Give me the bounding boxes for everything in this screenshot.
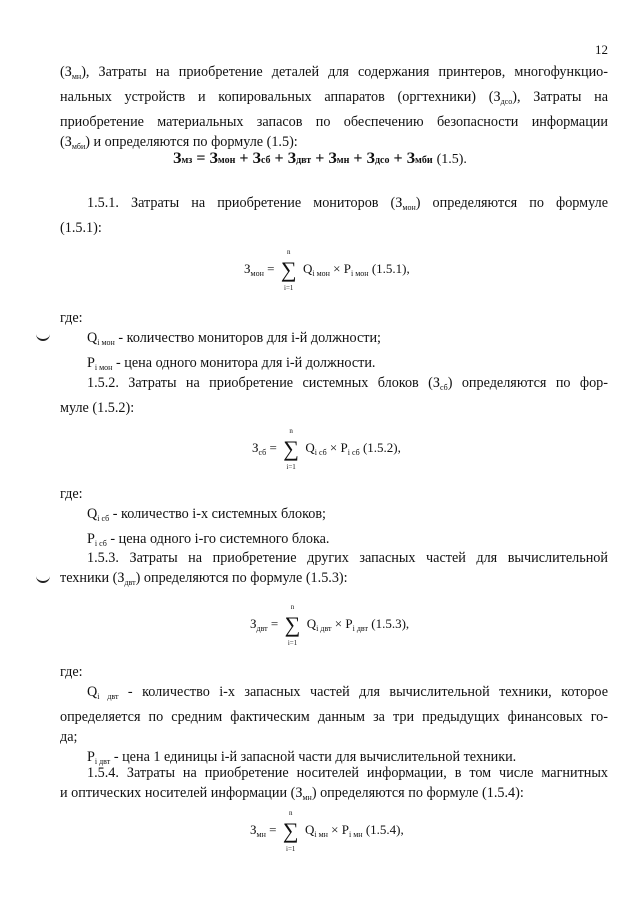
- margin-pen-mark: [36, 333, 50, 341]
- where-label: где:: [60, 310, 83, 326]
- section-1-5-1-defs: [60, 308, 608, 378]
- definition-cont: да;: [60, 729, 78, 745]
- main-formula: Змз = Змон + Зсб + Здвт + Змн + Здсо + Змби (1.5).: [173, 150, 467, 167]
- definition-cont: определяется по средним фактическим данным за три предыдущих финансовых го-: [60, 709, 608, 725]
- intro-line: $(З_{мн})$, Затраты на приобретение деталей для содержания принтеров, многофункцио-: [60, 64, 608, 81]
- section-lead: 1.5.2. Затраты на приобретение системных блоков $(З_{сб})$ определяются по фор-: [87, 375, 608, 392]
- section-1-5-3: [60, 548, 608, 593]
- section-1-5-3-defs: [60, 662, 608, 772]
- section-lead: 1.5.3. Затраты на приобретение других запасных частей для вычислительной: [87, 550, 608, 566]
- section-1-5-2: [60, 373, 608, 418]
- formula-1-5-1: $З_{мон}$ = n ∑ i=1 $Q_{i мон} \times P_{i мон}$ (1.5.1),: [244, 248, 410, 292]
- section-1-5-1: [60, 193, 608, 238]
- page-number: 12: [595, 42, 608, 57]
- section-lead-cont: муле (1.5.2):: [60, 400, 135, 416]
- where-label: где:: [60, 664, 83, 680]
- section-lead-cont: (1.5.1):: [60, 220, 102, 236]
- section-lead-cont: и оптических носителей информации $(З_{мн})$ определяются по формуле (1.5.4):: [60, 785, 524, 802]
- sum-symbol: n ∑ i=1: [280, 248, 297, 292]
- formula-1-5-3: $З_{двт}$ = n ∑ i=1 $Q_{i двт} \times P_{i двт}$ (1.5.3),: [250, 603, 410, 647]
- definition: $P_{i сб}$ - цена одного i-го системного блока.: [87, 531, 330, 548]
- intro-line: приобретение материальных запасов по обеспечению безопасности информации: [60, 114, 608, 130]
- definition: $Q_{i двт}$ - количество i-х запасных частей для вычислительной техники, которое: [87, 684, 608, 701]
- sum-symbol: n ∑ i=1: [282, 809, 299, 853]
- section-lead-cont: техники $(З_{двт})$ определяются по формуле (1.5.3):: [60, 570, 348, 587]
- formula-1-5-2: $З_{сб}$ = n ∑ i=1 $Q_{i сб} \times P_{i сб}$ (1.5.2),: [252, 427, 401, 471]
- definition: $Q_{i сб}$ - количество i-х системных блоков;: [87, 506, 326, 523]
- section-lead: 1.5.1. Затраты на приобретение мониторов $(З_{мон})$ определяются по формуле: [87, 195, 608, 212]
- section-1-5-2-defs: [60, 484, 608, 554]
- intro-line: нальных устройств и копировальных аппаратов (оргтехники) $(З_{дсо})$, Затраты на: [60, 89, 608, 106]
- definition: $Q_{i мон}$ - количество мониторов для i-й должности;: [87, 330, 381, 347]
- formula-1-5-4: $З_{мн}$ = n ∑ i=1 $Q_{i мн} \times P_{i мн}$ (1.5.4),: [250, 809, 404, 853]
- definition: $P_{i двт}$ - цена 1 единицы i-й запасной части для вычислительной техники.: [87, 749, 517, 766]
- section-lead: 1.5.4. Затраты на приобретение носителей информации, в том числе магнитных: [87, 765, 608, 781]
- definition: $P_{i мон}$ - цена одного монитора для i-й должности.: [87, 355, 376, 372]
- margin-pen-mark: [36, 575, 50, 583]
- sum-symbol: n ∑ i=1: [283, 427, 299, 471]
- sum-symbol: n ∑ i=1: [284, 603, 301, 647]
- where-label: где:: [60, 486, 83, 502]
- intro-paragraph: [60, 62, 608, 157]
- section-1-5-4: [60, 763, 608, 808]
- intro-line: $(З_{мби})$ и определяются по формуле (1.5):: [60, 134, 298, 151]
